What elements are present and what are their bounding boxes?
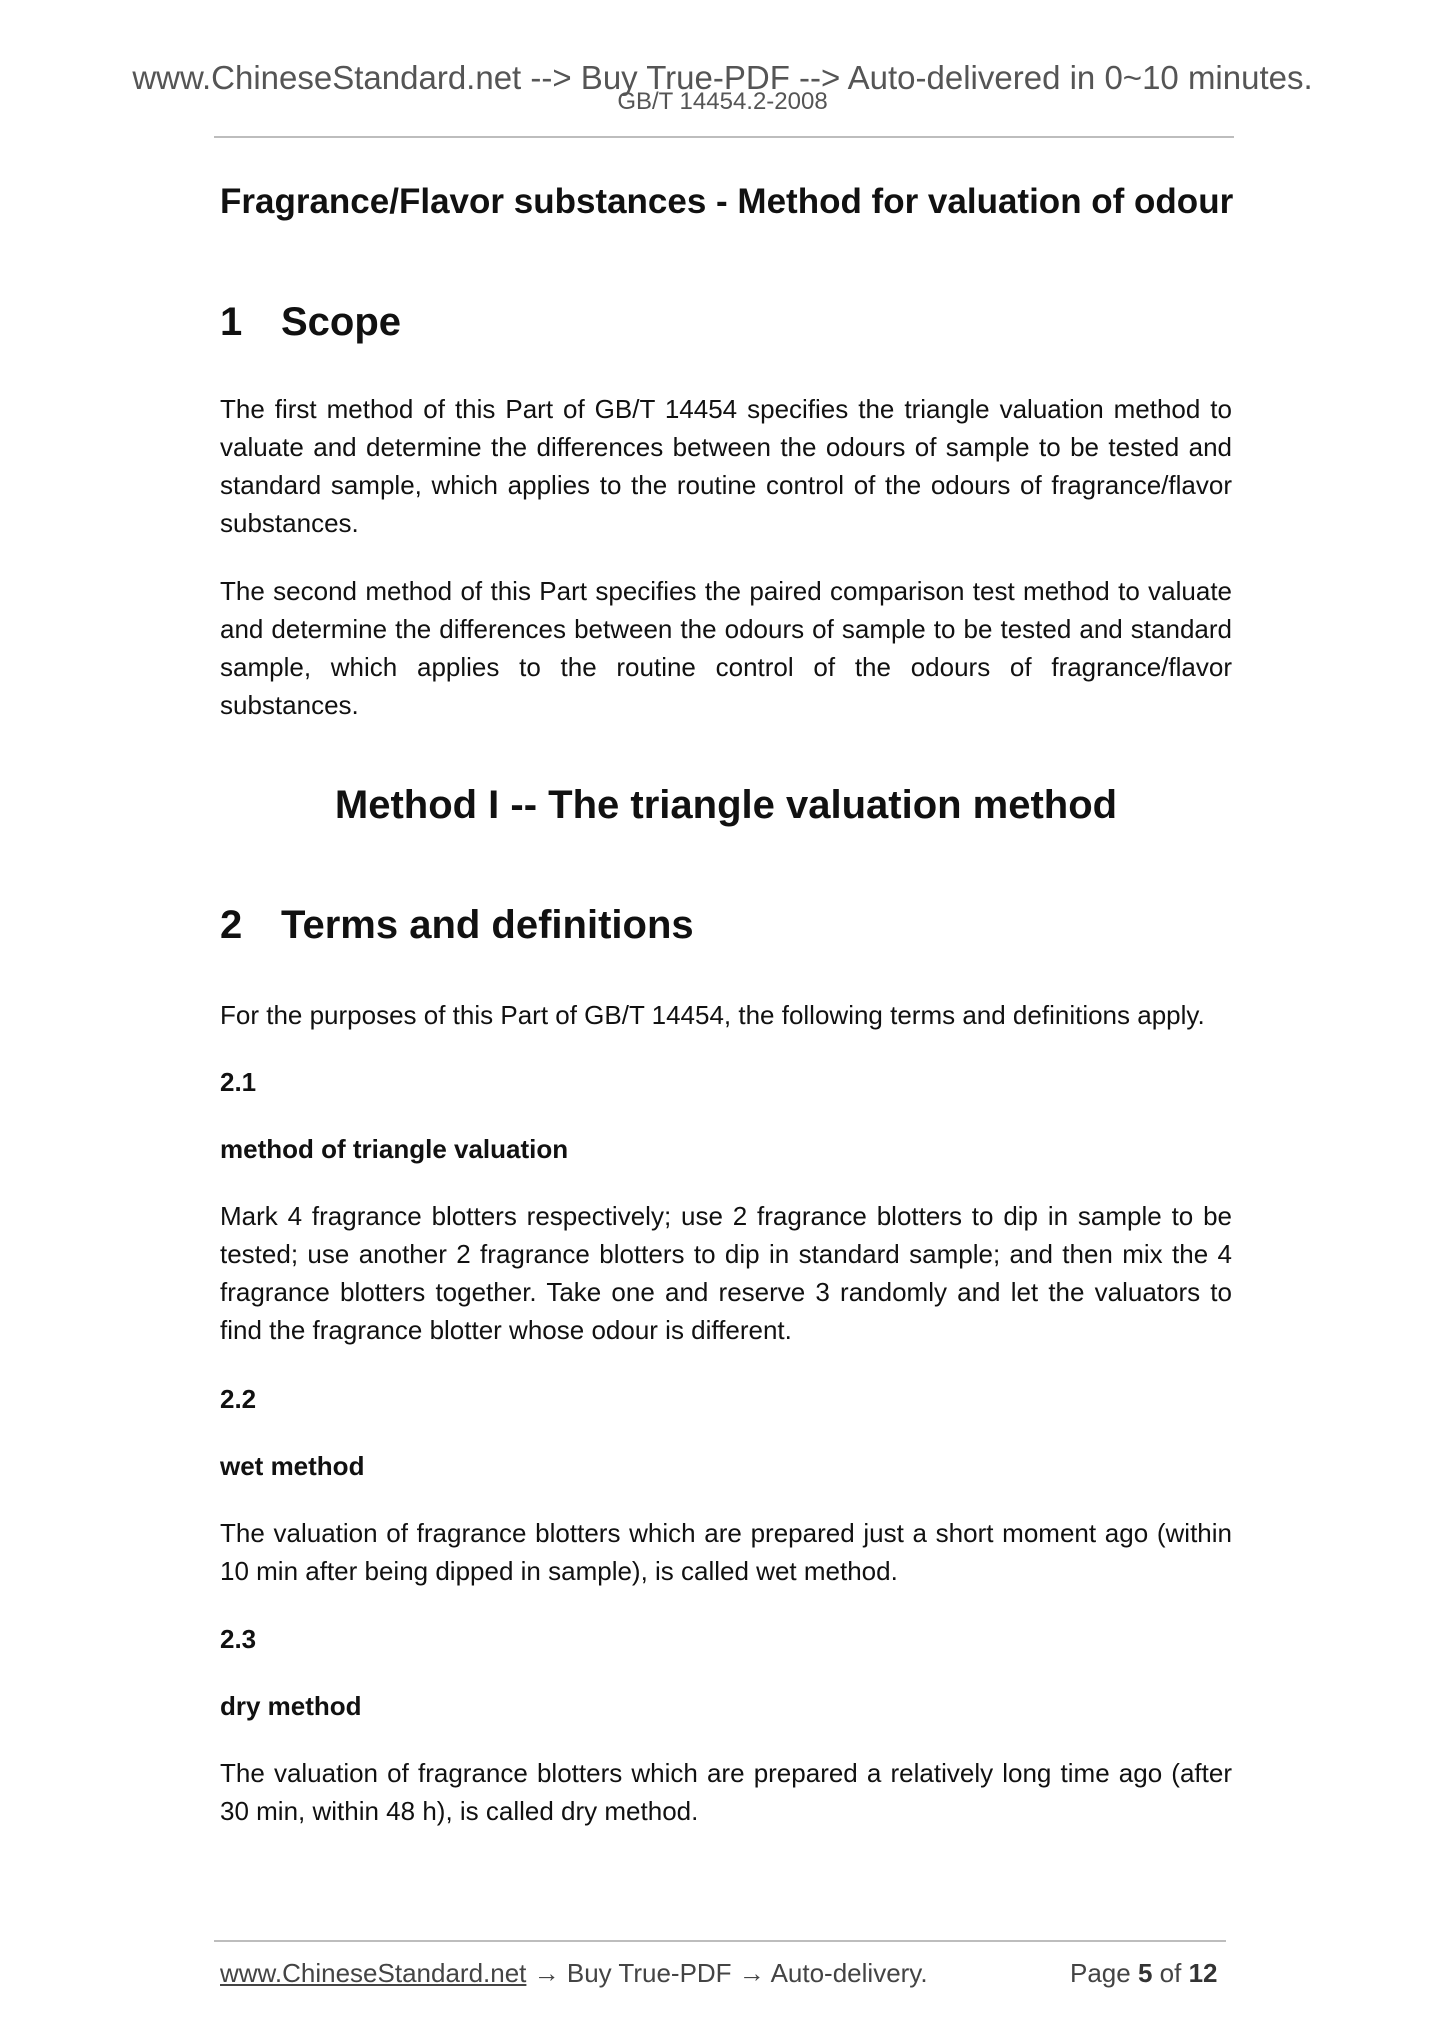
- section-title: Scope: [281, 300, 402, 344]
- term-definition: Mark 4 fragrance blotters respectively; use 2 fragrance blotters to dip in sample to be tested; use another 2 fragrance blotters to dip in standard sample; and then mix the 4 fragrance blotters together. Take one and reserve 3 randomly and let the valuators to find the fragrance blotter whose odour is different.: [220, 1201, 1232, 1345]
- footer-divider: [214, 1940, 1226, 1942]
- term-name: method of triangle valuation: [220, 1134, 569, 1164]
- header-banner: www.ChineseStandard.net --> Buy True-PDF --> Auto-delivered in 0~10 minutes.: [132, 59, 1313, 96]
- section-heading-scope: [220, 297, 401, 347]
- section-title: Terms and definitions: [281, 903, 694, 947]
- section-number: 1: [220, 300, 243, 344]
- page-indicator: [1070, 1955, 1217, 1991]
- footer-promo: [220, 1955, 928, 1991]
- term-number: 2.1: [220, 1067, 257, 1097]
- page-total: 12: [1188, 1958, 1218, 1988]
- method-title: Method I -- The triangle valuation method: [334, 783, 1118, 827]
- term-definition: The valuation of fragrance blotters which are prepared just a short moment ago (within 10 min after being dipped in sample), is called wet method.: [220, 1518, 1232, 1586]
- term-name: dry method: [220, 1691, 362, 1721]
- section-number: 2: [220, 903, 243, 947]
- section-heading-terms: [220, 900, 694, 950]
- standard-code: GB/T 14454.2-2008: [617, 88, 828, 115]
- term-name: wet method: [220, 1451, 365, 1481]
- scope-paragraph-1: The first method of this Part of GB/T 14454 specifies the triangle valuation method to valuate and determine the differences between the odours of sample to be tested and standard sample, which applies to the routine control of the odours of fragrance/flavor substances.: [220, 394, 1232, 538]
- terms-intro: For the purposes of this Part of GB/T 14454, the following terms and definitions apply.: [220, 1000, 1205, 1030]
- page-of: of: [1152, 1958, 1189, 1988]
- scope-paragraph-2: The second method of this Part specifies the paired comparison test method to valuate and determine the differences between the odours of sample to be tested and standard sample, which applies to the routine control of the odours of fragrance/flavor substances.: [220, 576, 1232, 720]
- term-number: 2.3: [220, 1624, 257, 1654]
- header-divider: [214, 136, 1234, 138]
- document-title: Fragrance/Flavor substances - Method for valuation of odour: [220, 182, 1234, 221]
- page-prefix: Page: [1070, 1958, 1138, 1988]
- page-current: 5: [1137, 1958, 1153, 1988]
- term-number: 2.2: [220, 1384, 257, 1414]
- term-definition: The valuation of fragrance blotters which are prepared a relatively long time ago (after 30 min, within 48 h), is called dry method.: [220, 1758, 1232, 1826]
- footer-tagline: → Buy True-PDF → Auto-delivery.: [526, 1958, 928, 1988]
- footer-link[interactable]: www.ChineseStandard.net: [220, 1958, 527, 1988]
